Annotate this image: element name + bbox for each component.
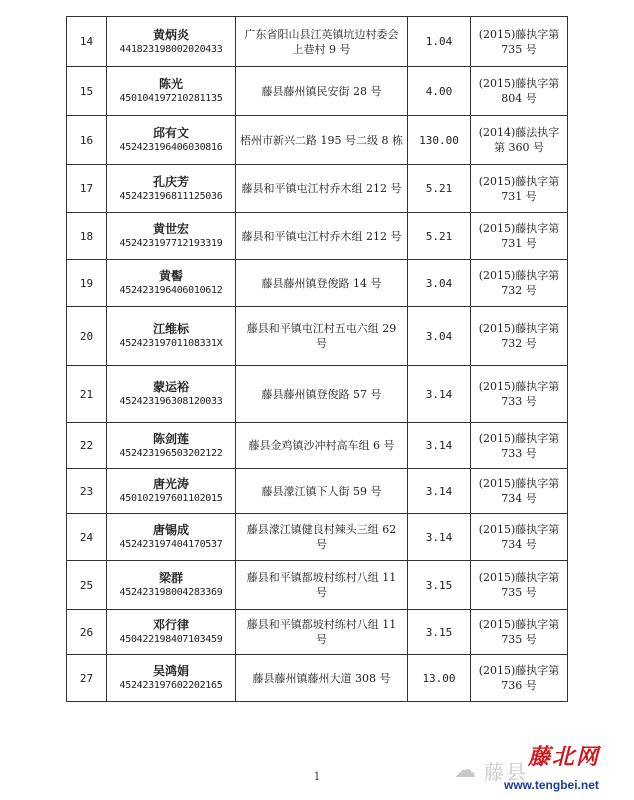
row-number: 18	[67, 213, 107, 260]
case-number: (2014)藤法执字第 360 号	[471, 116, 568, 165]
watermark-faint-text: 藤县	[484, 760, 528, 784]
id-number: 452423196406010612	[119, 285, 223, 296]
person-cell	[107, 561, 236, 610]
address: 藤县濛江镇健良村辣头三组 62 号	[236, 514, 408, 561]
id-number: 450422198407103459	[119, 634, 223, 645]
address: 藤县和平镇都坡村练村八组 11 号	[236, 610, 408, 655]
id-number: 452423197602202165	[119, 680, 223, 691]
row-number: 21	[67, 366, 107, 423]
id-number: 450104197210281135	[119, 93, 223, 104]
person-cell	[107, 67, 236, 116]
address: 藤县和平镇屯江村乔木组 212 号	[236, 165, 408, 213]
amount: 4.00	[408, 67, 471, 116]
watermark-brand: 藤北网	[528, 744, 601, 770]
watermark	[448, 738, 634, 800]
address: 藤县和平镇屯江村五屯六组 29 号	[236, 307, 408, 366]
table-row	[67, 260, 568, 307]
case-number: (2015)藤执字第 735 号	[471, 17, 568, 67]
amount: 3.14	[408, 366, 471, 423]
id-number: 452423197712193319	[119, 238, 223, 249]
row-number: 24	[67, 514, 107, 561]
row-number: 20	[67, 307, 107, 366]
person-name: 邓行律	[152, 618, 189, 632]
row-number: 26	[67, 610, 107, 655]
person-cell	[107, 116, 236, 165]
id-number: 452423196308120033	[119, 396, 223, 407]
table-row	[67, 423, 568, 469]
person-name: 吴鸿娟	[152, 664, 189, 678]
row-number: 14	[67, 17, 107, 67]
person-name: 邱有文	[152, 126, 189, 140]
person-cell	[107, 655, 236, 702]
id-number: 452423196406030816	[119, 142, 223, 153]
case-number: (2015)藤执字第 731 号	[471, 165, 568, 213]
amount: 5.21	[408, 165, 471, 213]
table-row	[67, 561, 568, 610]
address: 藤县和平镇屯江村乔木组 212 号	[236, 213, 408, 260]
table-row	[67, 514, 568, 561]
person-cell	[107, 260, 236, 307]
case-number: (2015)藤执字第 733 号	[471, 423, 568, 469]
table-row	[67, 67, 568, 116]
case-number: (2015)藤执字第 804 号	[471, 67, 568, 116]
person-name: 孔庆芳	[152, 174, 189, 189]
table-row	[67, 165, 568, 213]
address: 藤县藤州镇藤州大道 308 号	[236, 655, 408, 702]
row-number: 23	[67, 469, 107, 514]
row-number: 17	[67, 165, 107, 213]
address: 藤县藤州镇登俊路 14 号	[236, 260, 408, 307]
watermark-url: www.tengbei.net	[504, 778, 599, 792]
address: 广东省阳山县江英镇坑边村委会上巷村 9 号	[236, 17, 408, 67]
case-number: (2015)藤执字第 732 号	[471, 307, 568, 366]
row-number: 25	[67, 561, 107, 610]
address: 藤县金鸡镇沙冲村高车组 6 号	[236, 423, 408, 469]
address: 梧州市新兴二路 195 号二级 8 栋	[236, 116, 408, 165]
table-row	[67, 366, 568, 423]
address: 藤县和平镇都坡村练村八组 11 号	[236, 561, 408, 610]
person-name: 陈剑莲	[152, 431, 189, 446]
amount: 3.15	[408, 561, 471, 610]
amount: 13.00	[408, 655, 471, 702]
amount: 3.04	[408, 307, 471, 366]
person-name: 黄炳炎	[152, 27, 189, 42]
address: 藤县藤州镇登俊路 57 号	[236, 366, 408, 423]
page-number: 1	[313, 770, 321, 783]
person-cell	[107, 165, 236, 213]
person-cell	[107, 307, 236, 366]
table-row	[67, 655, 568, 702]
amount: 130.00	[408, 116, 471, 165]
wechat-icon: ☁	[454, 758, 476, 783]
case-number: (2015)藤执字第 734 号	[471, 514, 568, 561]
person-cell	[107, 423, 236, 469]
address: 藤县濛江镇下人街 59 号	[236, 469, 408, 514]
id-number: 450102197601102015	[119, 493, 223, 504]
table-row	[67, 469, 568, 514]
case-number: (2015)藤执字第 732 号	[471, 260, 568, 307]
person-name: 唐锡成	[152, 523, 189, 537]
address: 藤县藤州镇民安街 28 号	[236, 67, 408, 116]
person-cell	[107, 469, 236, 514]
amount: 3.14	[408, 469, 471, 514]
person-name: 蒙运裕	[152, 380, 189, 394]
person-name: 黄髻	[158, 269, 183, 283]
id-number: 452423196811125036	[119, 190, 223, 202]
amount: 5.21	[408, 213, 471, 260]
amount: 1.04	[408, 17, 471, 67]
amount: 3.15	[408, 610, 471, 655]
id-number: 452423198004283369	[119, 587, 223, 598]
case-number: (2015)藤执字第 736 号	[471, 655, 568, 702]
table-row	[67, 610, 568, 655]
case-number: (2015)藤执字第 735 号	[471, 561, 568, 610]
row-number: 15	[67, 67, 107, 116]
person-cell	[107, 17, 236, 67]
amount: 3.04	[408, 260, 471, 307]
table-row	[67, 307, 568, 366]
person-cell	[107, 366, 236, 423]
person-name: 梁群	[158, 571, 183, 585]
row-number: 22	[67, 423, 107, 469]
table-row	[67, 213, 568, 260]
row-number: 19	[67, 260, 107, 307]
person-name: 陈光	[158, 77, 183, 91]
row-number: 16	[67, 116, 107, 165]
person-cell	[107, 514, 236, 561]
case-number: (2015)藤执字第 734 号	[471, 469, 568, 514]
row-number: 27	[67, 655, 107, 702]
case-number: (2015)藤执字第 733 号	[471, 366, 568, 423]
amount: 3.14	[408, 514, 471, 561]
id-number: 441823198002020433	[119, 43, 223, 55]
debtor-table	[66, 16, 568, 702]
table-row	[67, 116, 568, 165]
case-number: (2015)藤执字第 735 号	[471, 610, 568, 655]
person-cell	[107, 610, 236, 655]
id-number: 45242319701108331X	[119, 338, 223, 349]
case-number: (2015)藤执字第 731 号	[471, 213, 568, 260]
id-number: 452423196503202122	[119, 447, 223, 459]
person-cell	[107, 213, 236, 260]
table-row	[67, 17, 568, 67]
person-name: 江维标	[152, 322, 189, 336]
amount: 3.14	[408, 423, 471, 469]
person-name: 唐光涛	[152, 477, 189, 491]
person-name: 黄世宏	[152, 222, 189, 236]
id-number: 452423197404170537	[119, 539, 223, 550]
